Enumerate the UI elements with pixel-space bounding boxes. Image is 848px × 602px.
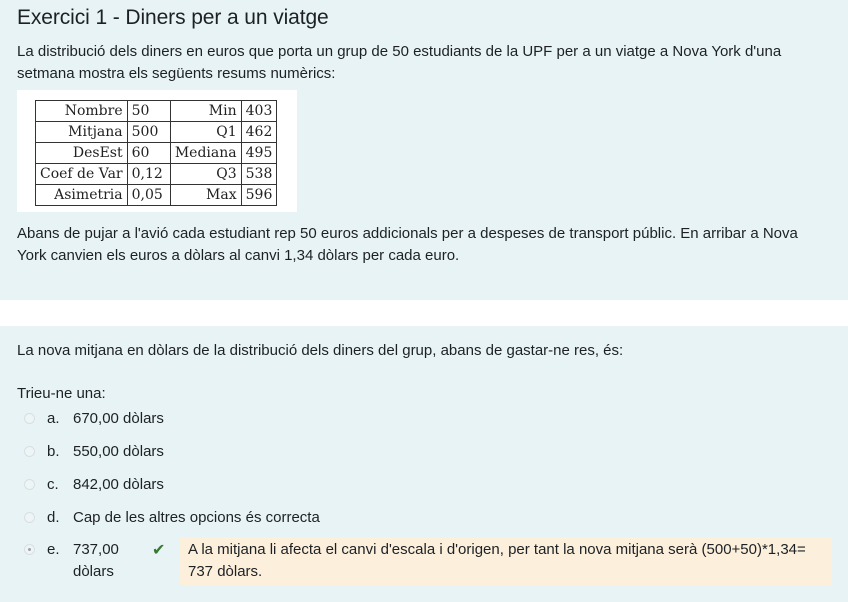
option-letter: d. (47, 509, 60, 526)
stat-label: Q1 (170, 122, 241, 143)
table-row (36, 164, 277, 185)
radio-button-selected[interactable] (24, 544, 35, 555)
table-row (36, 122, 277, 143)
stat-label: Nombre (36, 101, 128, 122)
stat-value: 538 (241, 164, 277, 185)
option-letter: a. (47, 410, 60, 427)
table-row (36, 185, 277, 206)
stat-value: 462 (241, 122, 277, 143)
stat-label: DesEst (36, 143, 128, 164)
stat-label: Mitjana (36, 122, 128, 143)
radio-button[interactable] (24, 446, 35, 457)
panel-divider (0, 300, 848, 326)
stat-value: 0,05 (127, 185, 170, 206)
stat-label: Min (170, 101, 241, 122)
stat-value: 596 (241, 185, 277, 206)
stat-value: 495 (241, 143, 277, 164)
intro-paragraph: La distribució dels diners en euros que porta un grup de 50 estudiants de la UPF per a un viatge a Nova York d'una setmana mostra els següents resums numèrics: (17, 43, 782, 82)
stat-value: 403 (241, 101, 277, 122)
option-text: Cap de les altres opcions és correcta (73, 509, 320, 526)
stats-table (35, 100, 277, 206)
table-row (36, 143, 277, 164)
stat-label: Q3 (170, 164, 241, 185)
stat-label: Asimetria (36, 185, 128, 206)
choose-one-prompt: Trieu-ne una: (17, 385, 106, 402)
table-row (36, 101, 277, 122)
option-text: 842,00 dòlars (73, 476, 164, 493)
option-text: 550,00 dòlars (73, 443, 164, 460)
stat-label: Coef de Var (36, 164, 128, 185)
option-letter: b. (47, 443, 60, 460)
stat-value: 50 (127, 101, 170, 122)
stat-value: 60 (127, 143, 170, 164)
option-text: 670,00 dòlars (73, 410, 164, 427)
stat-label: Mediana (170, 143, 241, 164)
stat-value: 0,12 (127, 164, 170, 185)
specific-feedback: A la mitjana li afecta el canvi d'escala i d'origen, per tant la nova mitjana serà (500+50)*1,34= 737 dòlars. (180, 537, 832, 585)
option-text: 737,00 dòlars (73, 541, 119, 580)
context-paragraph: Abans de pujar a l'avió cada estudiant rep 50 euros addicionals per a despeses de transport públic. En arribar a Nova York canvien els euros a dòlars al canvi 1,34 dòlars per cada euro. (17, 225, 798, 264)
question-title: Exercici 1 - Diners per a un viatge (17, 6, 329, 29)
question-stem: La nova mitjana en dòlars de la distribució dels diners del grup, abans de gastar-ne res, és: (17, 342, 624, 359)
stat-label: Max (170, 185, 241, 206)
radio-button[interactable] (24, 413, 35, 424)
stats-table-image (17, 90, 297, 212)
option-e[interactable] (24, 539, 174, 583)
radio-button[interactable] (24, 479, 35, 490)
check-icon: ✔ (152, 540, 166, 559)
option-letter: e. (47, 541, 60, 558)
radio-button[interactable] (24, 512, 35, 523)
option-letter: c. (47, 476, 59, 493)
stat-value: 500 (127, 122, 170, 143)
